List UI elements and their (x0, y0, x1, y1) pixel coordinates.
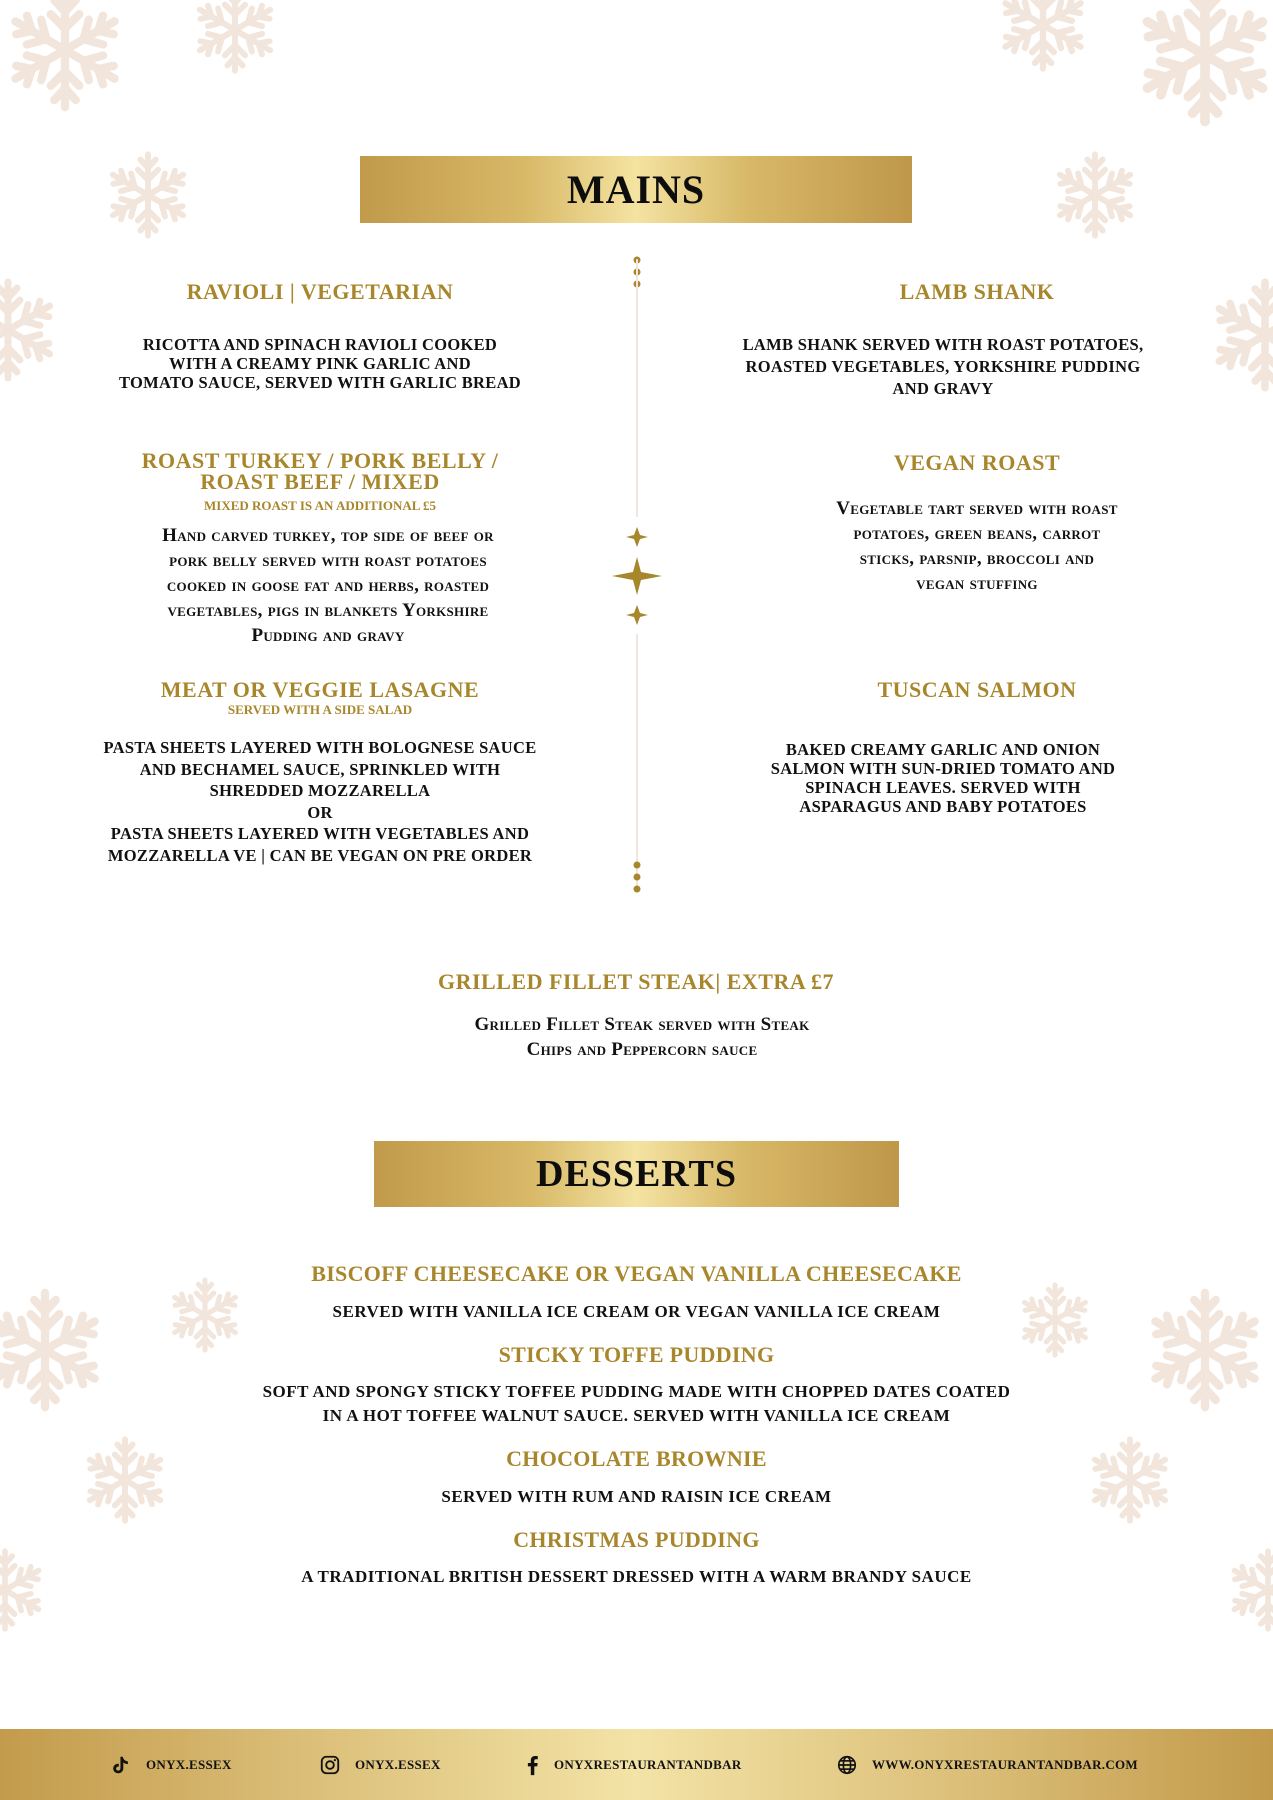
roast-description: Hand carved turkey, top side of beef or pork belly served with roast potatoes cooked in goose fat and herbs, roasted vegetables, pigs in blankets Yorkshire Pudding and gravy (162, 525, 494, 646)
snowflake-icon (104, 151, 192, 239)
globe-icon (836, 1754, 858, 1776)
snowflake-icon (0, 1548, 47, 1632)
snowflake-icon (1133, 0, 1273, 127)
steak-title: GRILLED FILLET STEAK| EXTRA £7 (438, 969, 834, 994)
snowflake-icon (1051, 151, 1139, 239)
dessert-description: SERVED WITH VANILLA ICE CREAM OR VEGAN VANILLA ICE CREAM (332, 1302, 941, 1321)
dessert-title: CHRISTMAS PUDDING (513, 1527, 760, 1552)
lasagne-description: PASTA SHEETS LAYERED WITH BOLOGNESE SAUCE AND BECHAMEL SAUCE, SPRINKLED WITH SHREDDED MOZZARELLA OR PASTA SHEETS LAYERED WITH VEGETABLES AND MOZZARELLA VE | CAN BE VEGAN ON PRE ORDER (103, 738, 537, 865)
vegan-roast-description: Vegetable tart served with roast potatoes, green beans, carrot sticks, parsnip, broccoli and vegan stuffing (836, 498, 1118, 594)
lasagne-title: MEAT OR VEGGIE LASAGNE (160, 677, 480, 702)
dessert-title: CHOCOLATE BROWNIE (506, 1446, 767, 1471)
instagram-icon (319, 1754, 341, 1776)
snowflake-icon (0, 278, 60, 382)
ravioli-title: RAVIOLI | VEGETARIAN (186, 279, 454, 304)
website-url: WWW.ONYXRESTAURANTANDBAR.COM (872, 1756, 1139, 1772)
center-divider (600, 250, 674, 900)
vegan-roast-title: VEGAN ROAST (893, 450, 1061, 475)
tiktok-link[interactable] (110, 1729, 232, 1800)
footer-bar (0, 1729, 1273, 1800)
facebook-icon (524, 1754, 540, 1776)
dessert-title: STICKY TOFFE PUDDING (498, 1342, 775, 1367)
sparkle-icon (626, 605, 648, 625)
dessert-description: SOFT AND SPONGY STICKY TOFFEE PUDDING MADE WITH CHOPPED DATES COATED IN A HOT TOFFEE WALNUT SAUCE. SERVED WITH VANILLA ICE CREAM (262, 1382, 1011, 1425)
snowflake-icon (191, 0, 279, 74)
snowflake-icon (996, 0, 1090, 72)
snowflake-icon (3, 0, 127, 112)
dessert-description: A TRADITIONAL BRITISH DESSERT DRESSED WITH A WARM BRANDY SAUCE (301, 1567, 972, 1586)
salmon-title: TUSCAN SALMON (877, 677, 1077, 702)
tiktok-icon (110, 1754, 132, 1776)
sparkle-icon (626, 527, 648, 547)
lamb-shank-description: LAMB SHANK SERVED WITH ROAST POTATOES, ROASTED VEGETABLES, YORKSHIRE PUDDING AND GRAVY (742, 335, 1144, 398)
salmon-description: BAKED CREAMY GARLIC AND ONION SALMON WITH SUN-DRIED TOMATO AND SPINACH LEAVES. SERVED WITH ASPARAGUS AND BABY POTATOES (770, 740, 1116, 816)
desserts-heading: DESSERTS (536, 1153, 737, 1195)
facebook-link[interactable] (524, 1729, 742, 1800)
tiktok-handle: ONYX.ESSEX (146, 1756, 232, 1772)
mains-banner (360, 156, 912, 223)
instagram-link[interactable] (319, 1729, 441, 1800)
lamb-shank-title: LAMB SHANK (899, 279, 1055, 304)
roast-title-line1: ROAST TURKEY / PORK BELLY / (141, 448, 499, 473)
ravioli-description: RICOTTA AND SPINACH RAVIOLI COOKED WITH A CREAMY PINK GARLIC AND TOMATO SAUCE, SERVED WITH GARLIC BREAD (118, 335, 521, 392)
facebook-handle: ONYXRESTAURANTANDBAR (554, 1756, 742, 1772)
dessert-description: SERVED WITH RUM AND RAISIN ICE CREAM (441, 1487, 832, 1506)
dessert-title: BISCOFF CHEESECAKE OR VEGAN VANILLA CHEESECAKE (311, 1261, 962, 1286)
lasagne-note: SERVED WITH A SIDE SALAD (227, 702, 413, 717)
sparkle-icon (612, 557, 662, 595)
instagram-handle: ONYX.ESSEX (355, 1756, 441, 1772)
website-link[interactable] (836, 1729, 1138, 1800)
roast-note: MIXED ROAST IS AN ADDITIONAL £5 (203, 498, 436, 513)
snowflake-icon (1226, 1548, 1273, 1632)
desserts-banner (374, 1141, 899, 1207)
roast-title-line2: ROAST BEEF / MIXED (200, 469, 440, 494)
mains-heading: MAINS (566, 167, 706, 212)
steak-description: Grilled Fillet Steak served with Steak Chips and Peppercorn sauce (474, 1014, 810, 1060)
